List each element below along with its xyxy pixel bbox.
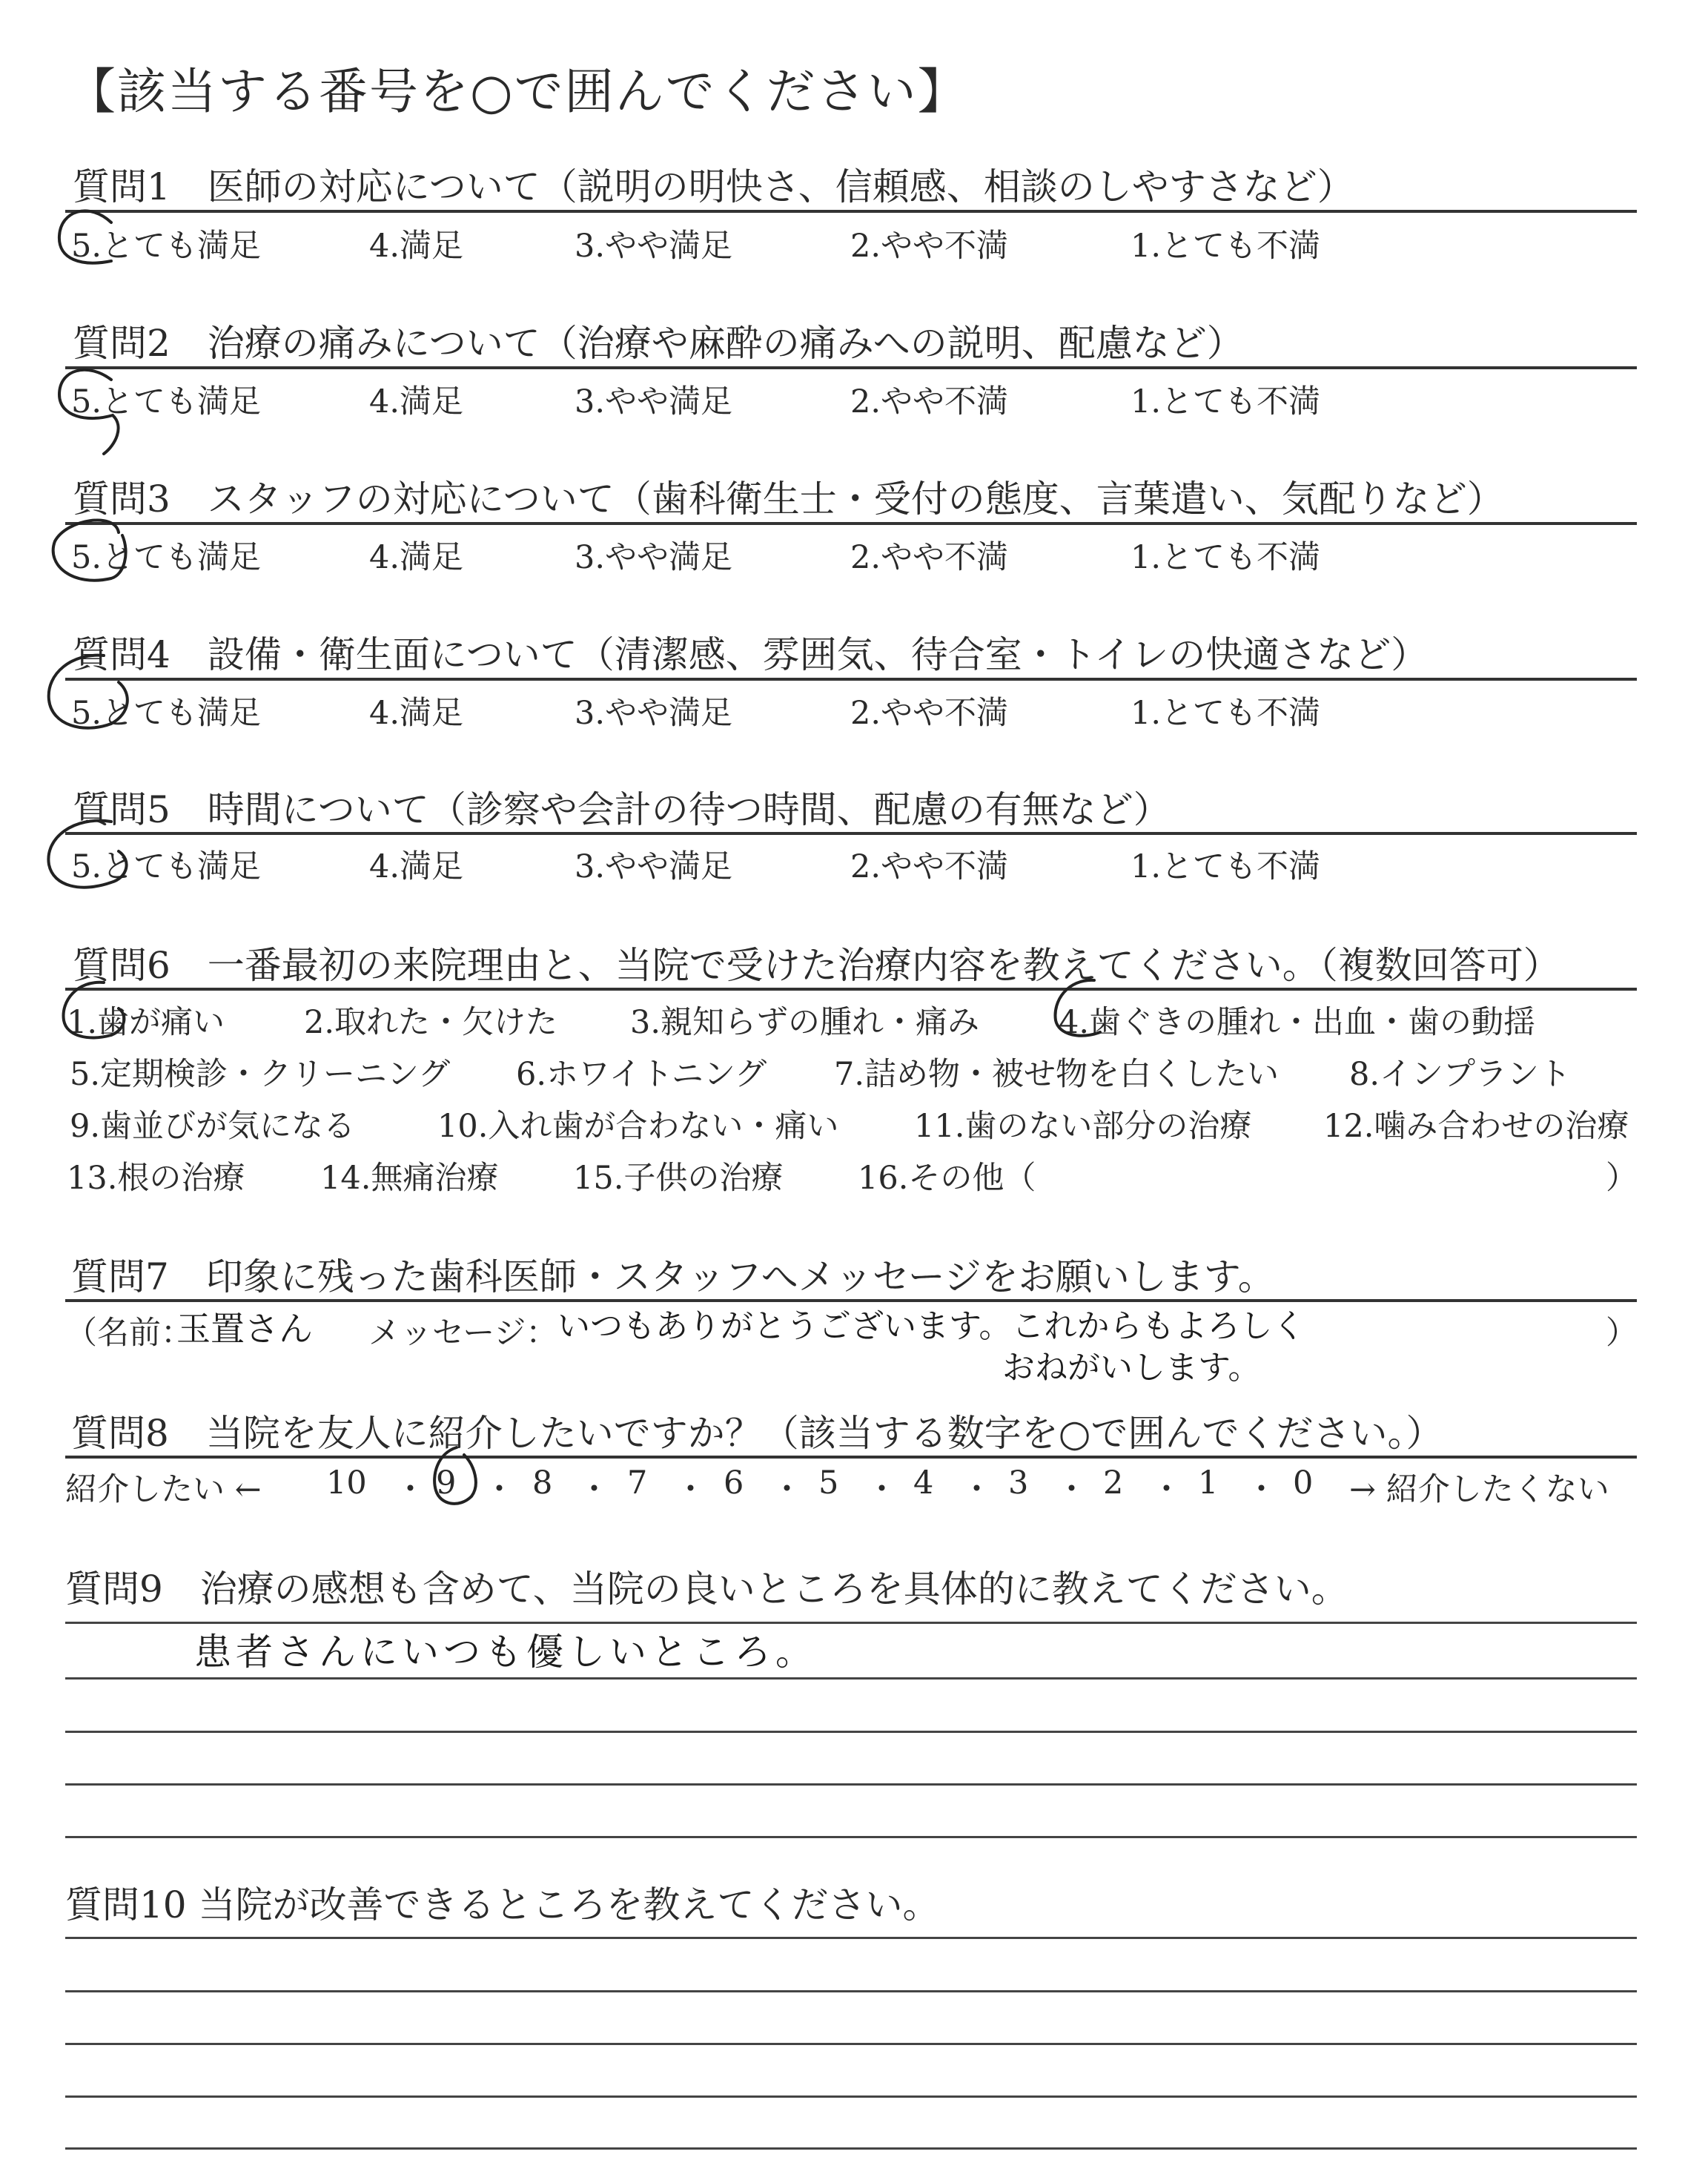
q2-option-5[interactable]: 5.とても満足 <box>71 383 262 420</box>
q3-option-2[interactable]: 2.やや不満 <box>850 539 1009 576</box>
q10-answer-line-3 <box>65 2043 1637 2045</box>
form-header: 【該当する番号を○で囲んでください】 <box>67 63 968 120</box>
q8-score-0[interactable]: 0 <box>1293 1464 1314 1502</box>
question-1-title: 質問1 医師の対応について（説明の明快さ、信頼感、相談のしやすさなど） <box>73 165 1354 208</box>
question-9-title: 質問9 治療の感想も含めて、当院の良いところを具体的に教えてください。 <box>65 1568 1348 1611</box>
q8-dot: ・ <box>578 1471 610 1508</box>
q9-answer-line-4 <box>65 1783 1637 1786</box>
q10-answer-line-2 <box>65 1990 1637 1992</box>
q8-score-3[interactable]: 3 <box>1008 1464 1029 1502</box>
q6-reason-12[interactable]: 12.噛み合わせの治療 <box>1323 1108 1629 1145</box>
q5-option-3[interactable]: 3.やや満足 <box>575 848 733 885</box>
question-3-title: 質問3 スタッフの対応について（歯科衛生士・受付の態度、言葉遣い、気配りなど） <box>73 478 1504 521</box>
q2-option-2[interactable]: 2.やや不満 <box>850 383 1009 420</box>
q6-reason-14[interactable]: 14.無痛治療 <box>320 1160 499 1197</box>
q10-answer-line-5 <box>65 2147 1637 2150</box>
q6-reason-15[interactable]: 15.子供の治療 <box>573 1160 784 1197</box>
question-7-title: 質問7 印象に残った歯科医師・スタッフへメッセージをお願いします。 <box>71 1255 1275 1298</box>
q3-option-3[interactable]: 3.やや満足 <box>575 539 733 576</box>
q7-close-paren: ） <box>1606 1315 1638 1352</box>
q8-score-9[interactable]: 9 <box>436 1464 457 1502</box>
q5-option-5[interactable]: 5.とても満足 <box>71 848 262 885</box>
q8-dot: ・ <box>771 1471 803 1508</box>
q8-dot: ・ <box>866 1471 898 1508</box>
question-8-title: 質問8 当院を友人に紹介したいですか？（該当する数字を○で囲んでください。） <box>71 1412 1443 1455</box>
q6-reason-11[interactable]: 11.歯のない部分の治療 <box>914 1108 1252 1145</box>
q8-score-10[interactable]: 10 <box>326 1464 367 1502</box>
q5-option-4[interactable]: 4.満足 <box>369 848 464 885</box>
q9-answer-line-5 <box>65 1836 1637 1838</box>
q8-left-label: 紹介したい ← <box>65 1471 262 1508</box>
q6-other-close-paren: ） <box>1606 1160 1638 1197</box>
question-4-rule <box>65 678 1637 681</box>
q7-message-label: メッセージ： <box>368 1315 558 1352</box>
q9-answer-line-2 <box>65 1677 1637 1680</box>
q4-option-3[interactable]: 3.やや満足 <box>575 695 733 732</box>
q2-option-3[interactable]: 3.やや満足 <box>575 383 733 420</box>
q8-dot: ・ <box>1151 1471 1182 1508</box>
q3-option-4[interactable]: 4.満足 <box>369 539 464 576</box>
q4-option-1[interactable]: 1.とても不満 <box>1131 695 1321 732</box>
q8-score-5[interactable]: 5 <box>818 1464 839 1502</box>
q1-option-2[interactable]: 2.やや不満 <box>850 228 1009 265</box>
q6-reason-7[interactable]: 7.詰め物・被せ物を白くしたい <box>834 1056 1280 1093</box>
question-3-rule <box>65 522 1637 525</box>
q4-option-2[interactable]: 2.やや不満 <box>850 695 1009 732</box>
question-2-rule <box>65 366 1637 369</box>
question-6-rule <box>65 988 1637 991</box>
q8-score-8[interactable]: 8 <box>532 1464 553 1502</box>
q7-message-handwritten-line2[interactable]: おねがいします。 <box>1002 1349 1261 1387</box>
q6-reason-3[interactable]: 3.親知らずの腫れ・痛み <box>630 1004 980 1041</box>
q9-answer-handwritten[interactable]: 患者さんにいつも優しいところ。 <box>194 1631 817 1674</box>
question-5-rule <box>65 832 1637 835</box>
q8-dot: ・ <box>961 1471 993 1508</box>
question-4-title: 質問4 設備・衛生面について（清潔感、雰囲気、待合室・トイレの快適さなど） <box>73 633 1429 676</box>
q8-right-label: → 紹介したくない <box>1349 1471 1609 1508</box>
q8-score-6[interactable]: 6 <box>724 1464 744 1502</box>
q7-name-handwritten[interactable]: 玉置さん <box>176 1309 313 1349</box>
q8-score-1[interactable]: 1 <box>1198 1464 1219 1502</box>
q4-option-5[interactable]: 5.とても満足 <box>71 695 262 732</box>
q8-dot: ・ <box>1245 1471 1277 1508</box>
q5-option-2[interactable]: 2.やや不満 <box>850 848 1009 885</box>
q6-reason-16-other[interactable]: 16.その他（ <box>858 1160 1036 1197</box>
question-2-title: 質問2 治療の痛みについて（治療や麻酔の痛みへの説明、配慮など） <box>73 322 1244 365</box>
q5-option-1[interactable]: 1.とても不満 <box>1131 848 1321 885</box>
question-5-title: 質問5 時間について（診察や会計の待つ時間、配慮の有無など） <box>73 788 1171 831</box>
question-10-title: 質問10 当院が改善できるところを教えてください。 <box>65 1883 940 1926</box>
q6-reason-5[interactable]: 5.定期検診・クリーニング <box>70 1056 451 1093</box>
q7-name-label: （名前： <box>65 1315 193 1352</box>
q6-reason-4[interactable]: 4.歯ぐきの腫れ・出血・歯の動揺 <box>1059 1004 1536 1041</box>
q6-reason-13[interactable]: 13.根の治療 <box>67 1160 245 1197</box>
question-6-title: 質問6 一番最初の来院理由と、当院で受けた治療内容を教えてください。（複数回答可） <box>73 944 1560 987</box>
q1-option-3[interactable]: 3.やや満足 <box>575 228 733 265</box>
q10-answer-line-1 <box>65 1937 1637 1939</box>
question-8-rule <box>65 1456 1637 1459</box>
q8-score-2[interactable]: 2 <box>1103 1464 1124 1502</box>
q6-reason-10[interactable]: 10.入れ歯が合わない・痛い <box>437 1108 839 1145</box>
q6-reason-6[interactable]: 6.ホワイトニング <box>516 1056 767 1093</box>
q10-answer-line-4 <box>65 2095 1637 2098</box>
q6-reason-1[interactable]: 1.歯が痛い <box>67 1004 225 1041</box>
q2-option-1[interactable]: 1.とても不満 <box>1131 383 1321 420</box>
q4-option-4[interactable]: 4.満足 <box>369 695 464 732</box>
q1-option-4[interactable]: 4.満足 <box>369 228 464 265</box>
q3-option-1[interactable]: 1.とても不満 <box>1131 539 1321 576</box>
q8-dot: ・ <box>675 1471 706 1508</box>
q1-option-1[interactable]: 1.とても不満 <box>1131 228 1321 265</box>
q9-answer-line-3 <box>65 1731 1637 1733</box>
q6-reason-2[interactable]: 2.取れた・欠けた <box>304 1004 558 1041</box>
q8-dot: ・ <box>1056 1471 1088 1508</box>
q7-message-handwritten-line1[interactable]: いつもありがとうございます。これからもよろしく <box>557 1307 1305 1345</box>
q6-reason-8[interactable]: 8.インプラント <box>1349 1056 1572 1093</box>
q6-reason-9[interactable]: 9.歯並びが気になる <box>70 1108 356 1145</box>
q1-option-5[interactable]: 5.とても満足 <box>71 228 262 265</box>
q8-dot: ・ <box>483 1471 515 1508</box>
q8-score-4[interactable]: 4 <box>913 1464 934 1502</box>
q8-dot: ・ <box>394 1471 426 1508</box>
question-1-rule <box>65 210 1637 213</box>
q8-score-7[interactable]: 7 <box>627 1464 648 1502</box>
q3-option-5[interactable]: 5.とても満足 <box>71 539 262 576</box>
q2-option-4[interactable]: 4.満足 <box>369 383 464 420</box>
